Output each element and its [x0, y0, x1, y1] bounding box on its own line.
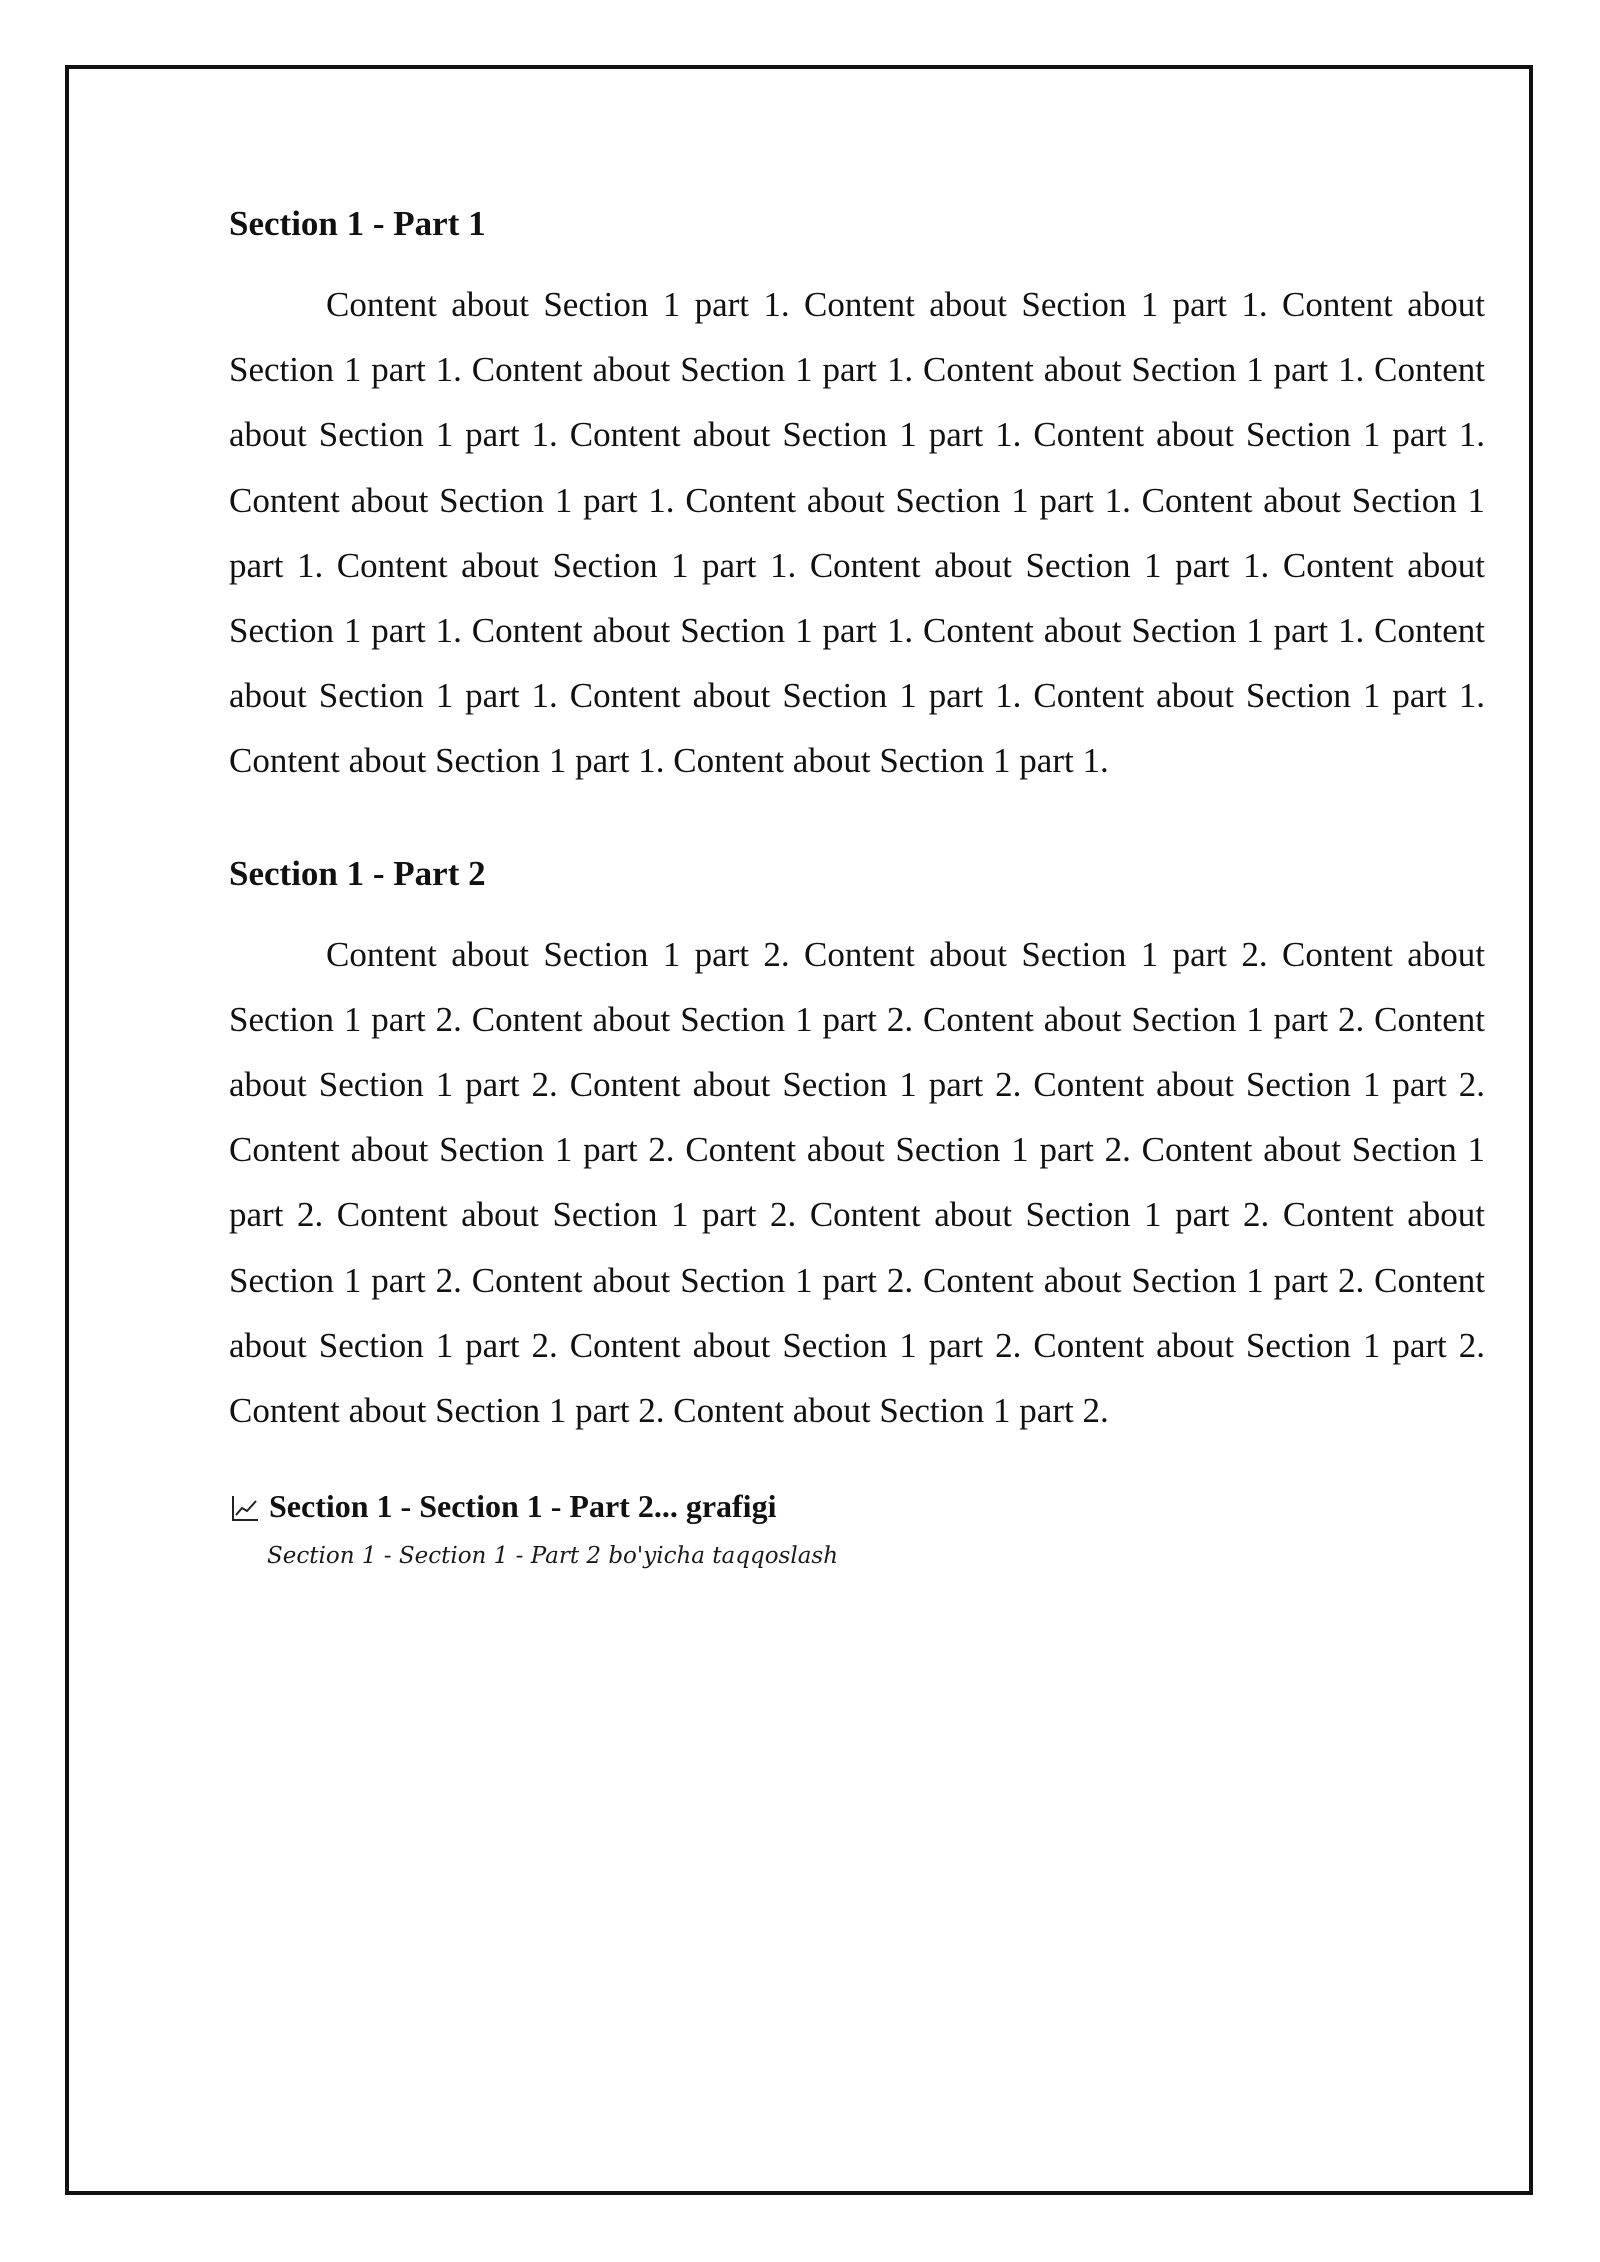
section-1-part-2	[229, 848, 1485, 1444]
document-content	[229, 198, 1485, 1573]
section-heading: Section 1 - Part 1	[229, 204, 486, 243]
figure-caption	[229, 1483, 1485, 1529]
section-paragraph: Content about Section 1 part 1. Content about Section 1 part 1. Content about Section 1 part 1. Content about Section 1 part 1. Content about Section 1 part 1. Content about Section 1 part 1. Content about Section 1 part 1. Content about Section 1 part 1. Content about Section 1 part 1. Content about Section 1 part 1. Content about Section 1 part 1. Content about Section 1 part 1. Content about Section 1 part 1. Content about Section 1 part 1. Content about Section 1 part 1. Content about Section 1 part 1. Content about Section 1 part 1. Content about Section 1 part 1. Content about Section 1 part 1. Content about Section 1 part 1. Content about Section 1 part 1.	[229, 285, 1485, 781]
chart-line-icon	[229, 1490, 261, 1522]
figure-caption-text: Section 1 - Section 1 - Part 2... grafigi	[269, 1488, 777, 1525]
figure-subcaption: Section 1 - Section 1 - Part 2 bo'yicha taqqoslash	[267, 1543, 839, 1570]
section-paragraph: Content about Section 1 part 2. Content about Section 1 part 2. Content about Section 1 part 2. Content about Section 1 part 2. Content about Section 1 part 2. Content about Section 1 part 2. Content about Section 1 part 2. Content about Section 1 part 2. Content about Section 1 part 2. Content about Section 1 part 2. Content about Section 1 part 2. Content about Section 1 part 2. Content about Section 1 part 2. Content about Section 1 part 2. Content about Section 1 part 2. Content about Section 1 part 2. Content about Section 1 part 2. Content about Section 1 part 2. Content about Section 1 part 2. Content about Section 1 part 2. Content about Section 1 part 2.	[229, 934, 1485, 1431]
section-1-part-1	[229, 198, 1485, 794]
section-heading: Section 1 - Part 2	[229, 853, 486, 893]
